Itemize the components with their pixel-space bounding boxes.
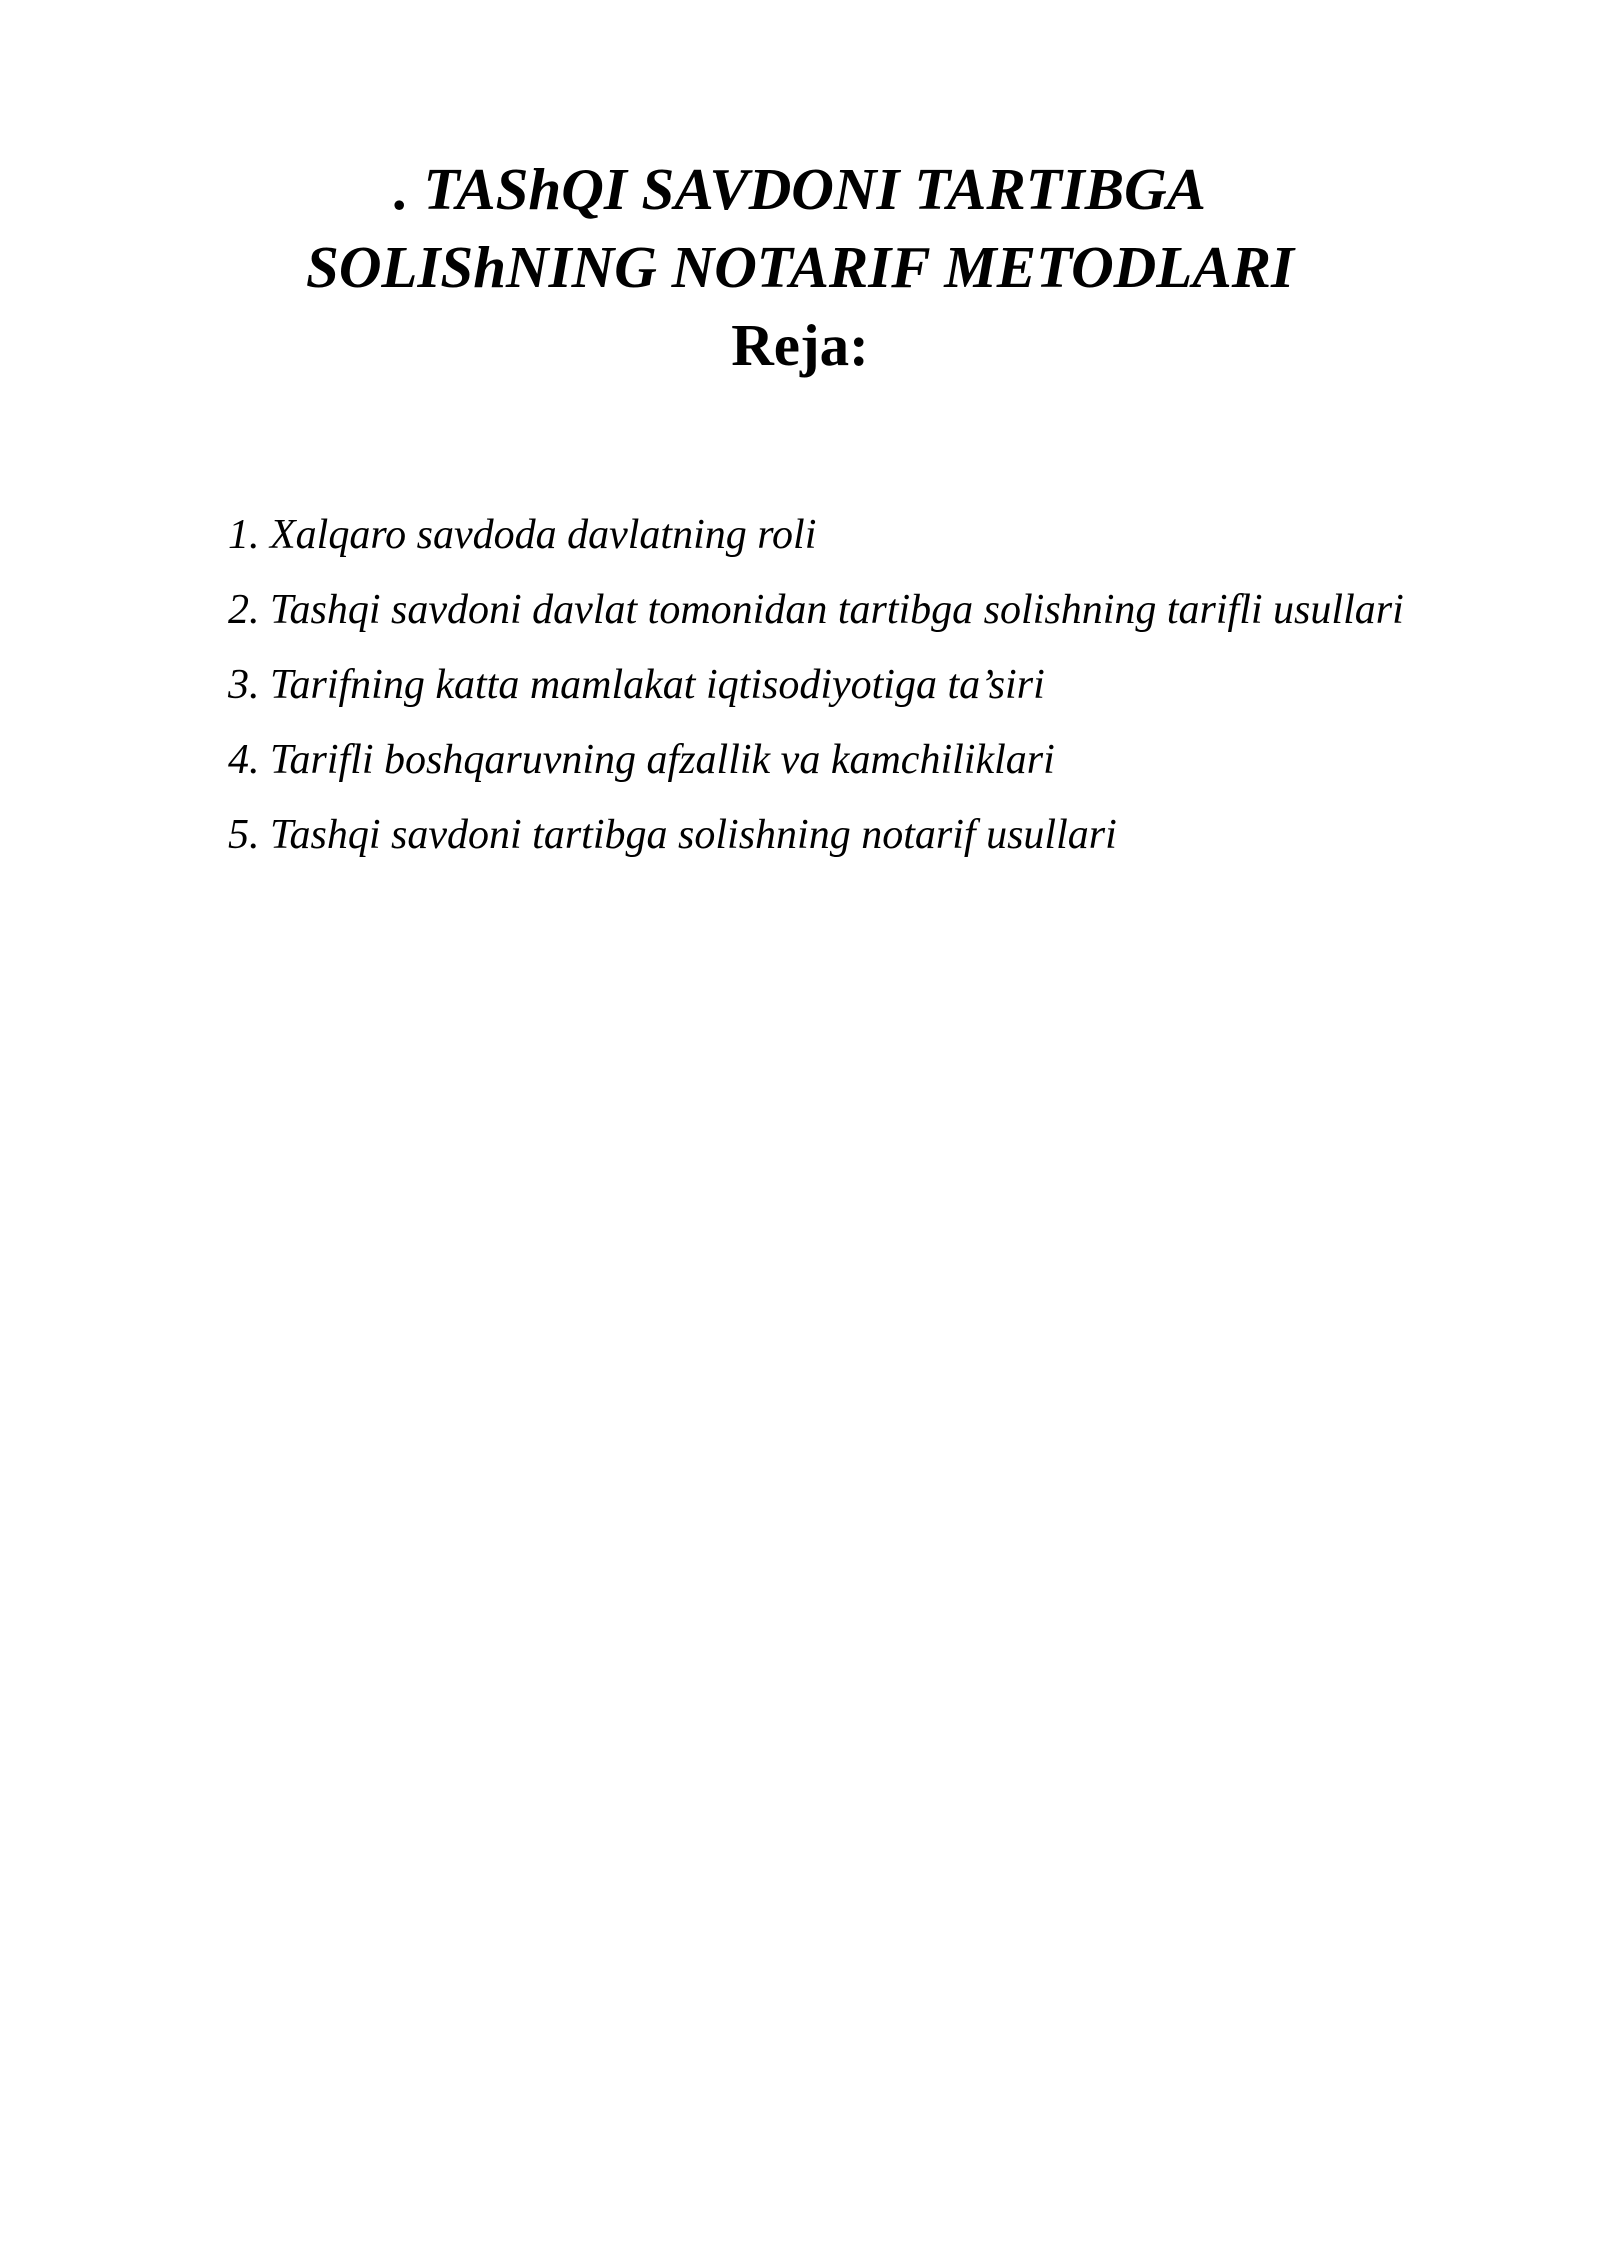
plan-item-4: 4. Tarifli boshqaruvning afzallik va kamchiliklari [228,737,1055,783]
plan-item-2: 2. Tashqi savdoni davlat tomonidan tartibga solishning tarifli usullari [228,587,1404,633]
document-header [0,150,1600,384]
document-title-line-1: . TAShQI SAVDONI TARTIBGA [393,156,1207,222]
plan-item-3: 3. Tarifning katta mamlakat iqtisodiyotiga ta’siri [228,662,1045,708]
plan-heading: Reja: [731,312,869,378]
plan-item-1: 1. Xalqaro savdoda davlatning roli [228,512,817,558]
plan-item-5: 5. Tashqi savdoni tartibga solishning notarif usullari [228,812,1117,858]
document-title-line-2: SOLIShNING NOTARIF METODLARI [306,234,1294,300]
plan-list [228,498,1404,873]
